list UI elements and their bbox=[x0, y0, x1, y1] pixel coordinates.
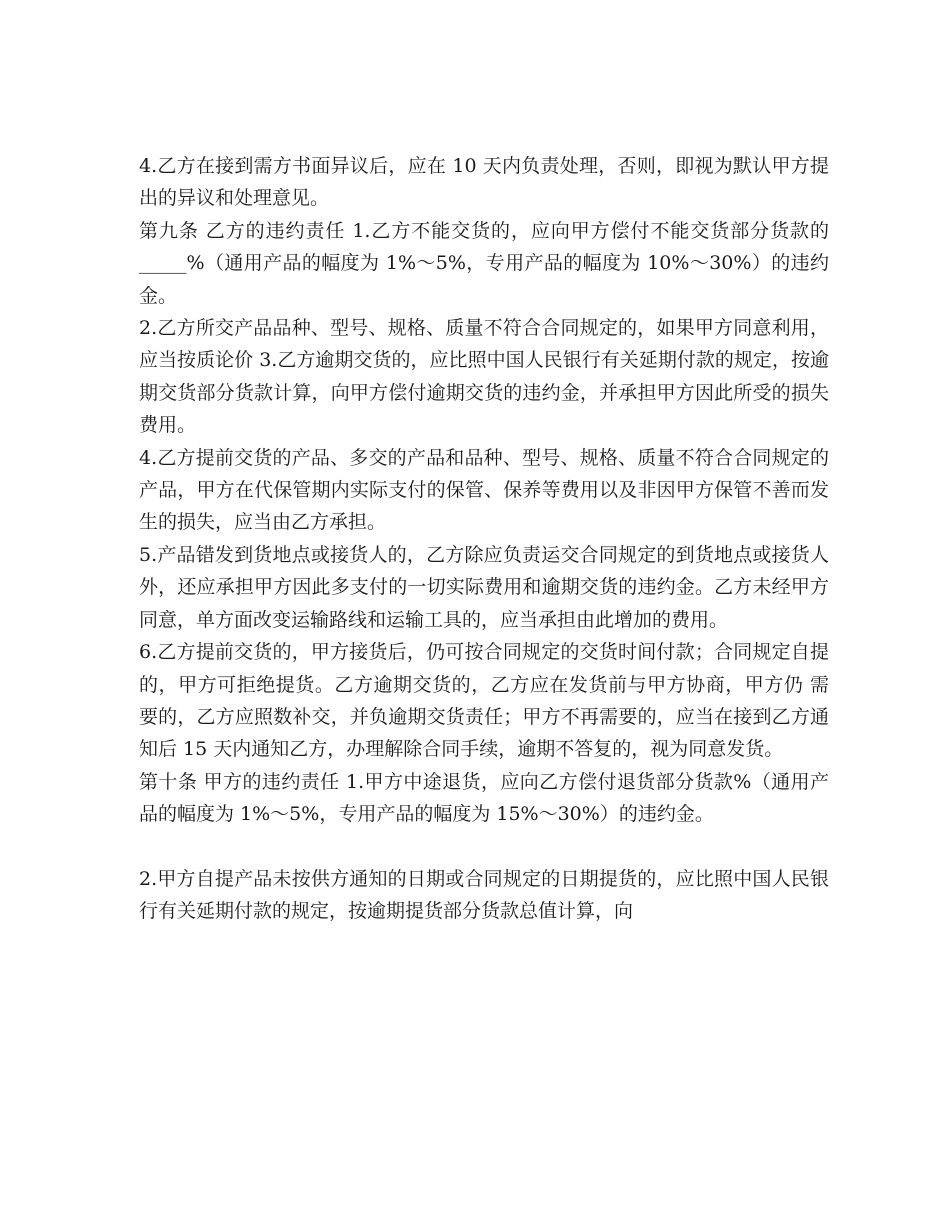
paragraph-article-9-non-delivery: 第九条 乙方的违约责任 1.乙方不能交货的，应向甲方偿付不能交货部分货款的 _____%（通用产品的幅度为 1%～5%，专用产品的幅度为 10%～30%）的违约金。 bbox=[139, 219, 829, 307]
paragraph-early-delivery-costs: 4.乙方提前交货的产品、多交的产品和品种、型号、规格、质量不符合合同规定的产品，甲方在代保管期内实际支付的保管、保养等费用以及非因甲方保管不善而发生的损失，应当由乙方承担。 bbox=[139, 446, 829, 534]
contract-text bbox=[139, 150, 829, 927]
paragraph-early-late-delivery-handling: 6.乙方提前交货的，甲方接货后，仍可按合同规定的交货时间付款；合同规定自提的，甲方可拒绝提货。乙方逾期交货的，乙方应在发货前与甲方协商，甲方仍 需要的，乙方应照数补交，并负逾期交货责任；甲方不再需要的，应当在接到乙方通知后 15 天内通知乙方，办理解除合同手续，逾期不答复的，视为同意发货。 bbox=[139, 641, 829, 761]
paragraph-objection-handling: 4.乙方在接到需方书面异议后，应在 10 天内负责处理，否则，即视为默认甲方提出的异议和处理意见。 bbox=[139, 155, 829, 210]
paragraph-quality-and-late-delivery: 2.乙方所交产品品种、型号、规格、质量不符合合同规定的，如果甲方同意利用，应当按质论价 3.乙方逾期交货的，应比照中国人民银行有关延期付款的规定，按逾期交货部分货款计算，向甲方偿付逾期交货的违约金，并承担甲方因此所受的损失费用。 bbox=[139, 317, 829, 437]
paragraph-misdelivery: 5.产品错发到货地点或接货人的，乙方除应负责运交合同规定的到货地点或接货人外，还应承担甲方因此多支付的一切实际费用和逾期交货的违约金。乙方未经甲方同意，单方面改变运输路线和运输工具的，应当承担由此增加的费用。 bbox=[139, 543, 829, 631]
paragraph-self-pickup-delay: 2.甲方自提产品未按供方通知的日期或合同规定的日期提货的，应比照中国人民银行有关延期付款的规定，按逾期提货部分货款总值计算，向 bbox=[139, 867, 829, 922]
paragraph-article-10-return: 第十条 甲方的违约责任 1.甲方中途退货，应向乙方偿付退货部分货款%（通用产品的幅度为 1%～5%，专用产品的幅度为 15%～30%）的违约金。 bbox=[139, 770, 829, 826]
